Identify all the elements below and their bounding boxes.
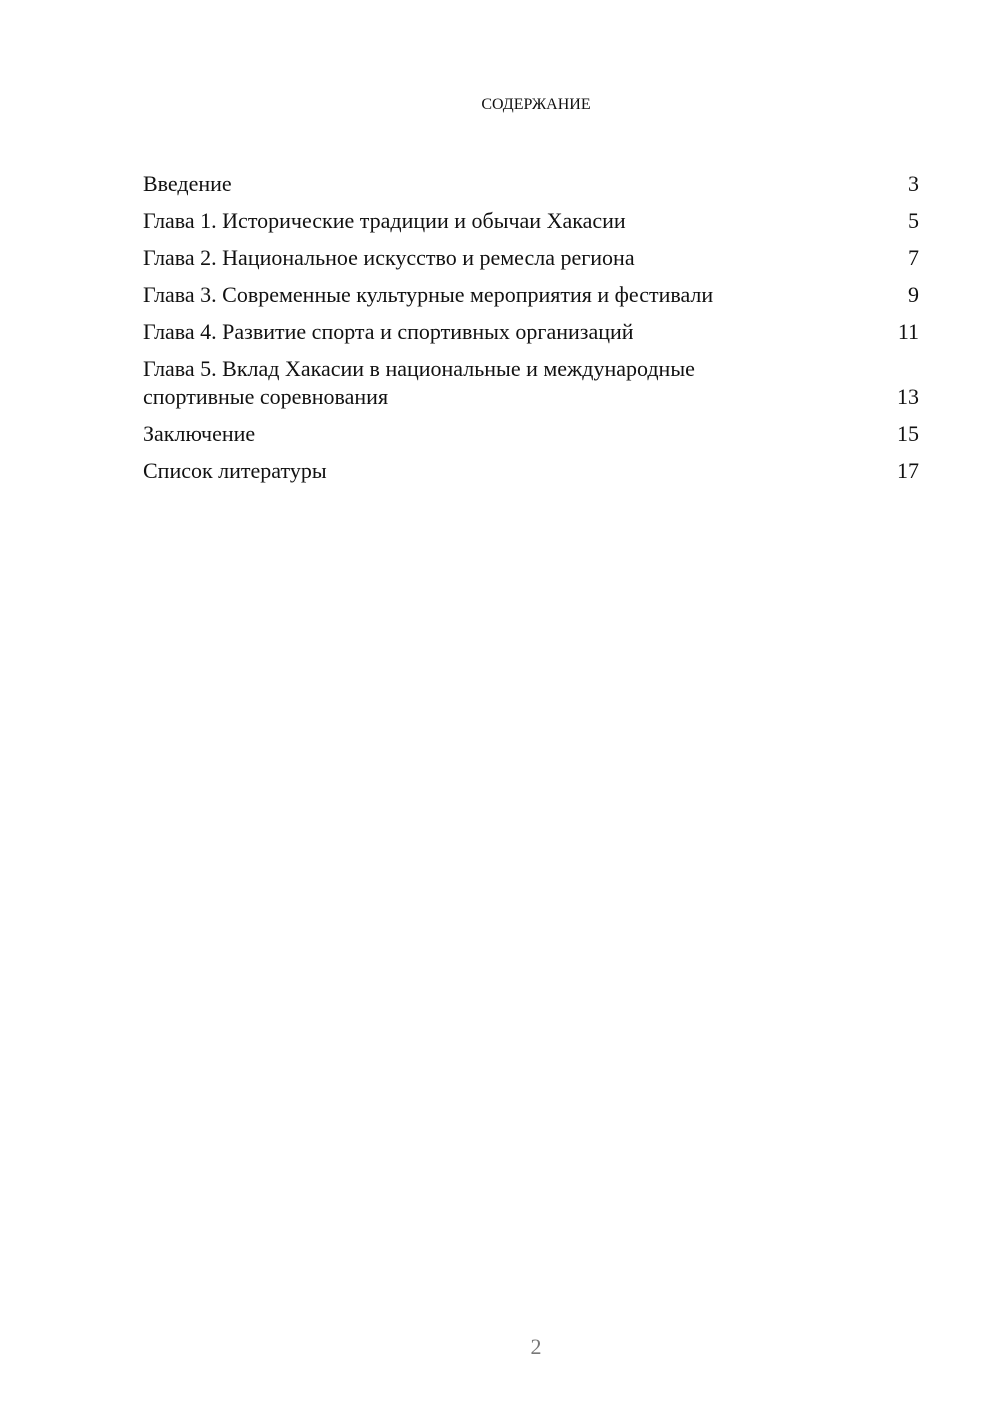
toc-entry-chapter-4[interactable] — [143, 318, 919, 346]
toc-entry-label: Список литературы — [143, 458, 327, 483]
toc-entry-bibliography[interactable] — [143, 457, 919, 485]
toc-entry-page: 5 — [908, 208, 919, 233]
toc-entry-chapter-2[interactable] — [143, 244, 919, 272]
toc-entry-label: Заключение — [143, 421, 256, 446]
toc-entry-label: Глава 1. Исторические традиции и обычаи Хакасии — [143, 208, 626, 233]
page-number: 2 — [530, 1334, 542, 1359]
toc-entry-page: 13 — [897, 384, 919, 409]
toc-entry-label: Глава 5. Вклад Хакасии в национальные и международные спортивные соревнования — [143, 356, 695, 409]
toc-entry-page: 9 — [908, 282, 919, 307]
toc-entry-page: 3 — [908, 171, 919, 196]
toc-entry-chapter-3[interactable] — [143, 281, 919, 309]
toc-entry-page: 11 — [897, 319, 919, 344]
toc-entry-introduction[interactable] — [143, 170, 919, 198]
toc-entry-conclusion[interactable] — [143, 420, 919, 448]
toc-entry-page: 15 — [897, 421, 919, 446]
toc-entry-label: Глава 3. Современные культурные мероприятия и фестивали — [143, 282, 714, 307]
toc-entry-label: Глава 2. Национальное искусство и ремесла региона — [143, 245, 635, 270]
toc-entry-label: Введение — [143, 171, 232, 196]
toc-entry-page: 17 — [897, 458, 919, 483]
toc-title: СОДЕРЖАНИЕ — [481, 96, 591, 113]
toc-entry-chapter-1[interactable] — [143, 207, 919, 235]
toc-entry-label: Глава 4. Развитие спорта и спортивных организаций — [143, 319, 634, 344]
table-of-contents — [143, 170, 919, 494]
toc-entry-page: 7 — [908, 245, 919, 270]
toc-entry-chapter-5[interactable] — [143, 355, 919, 411]
